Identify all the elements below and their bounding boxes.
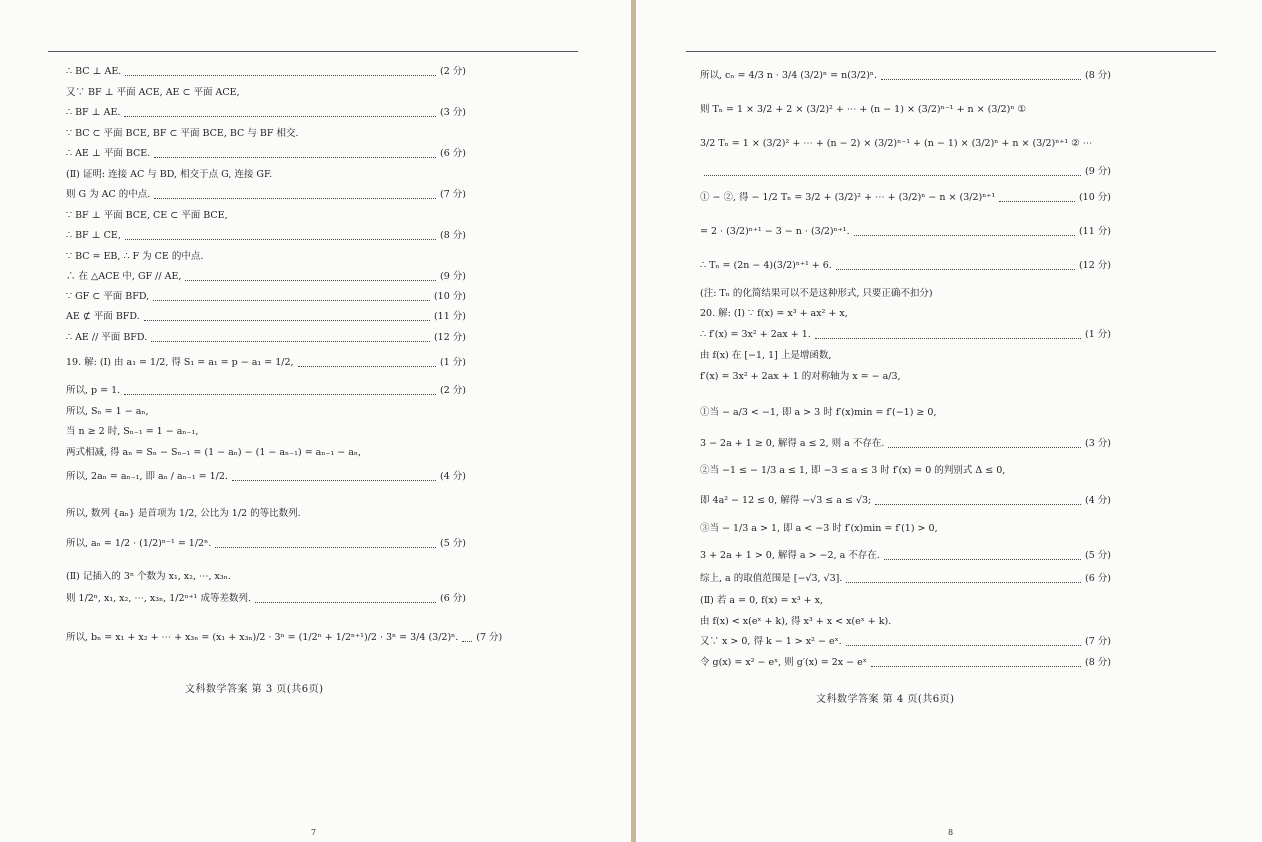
score-label: (5 分) [440,538,466,549]
line-text: ③当 − 1/3 a > 1, 即 a < −3 时 f′(x)min = f′(1) > 0, [700,523,938,534]
line-text: ∵ GF ⊂ 平面 BFD, [66,291,150,302]
score-label: (4 分) [440,471,466,482]
text-line [700,70,1111,82]
line-text: ②当 −1 ≤ − 1/3 a ≤ 1, 即 −3 ≤ a ≤ 3 时 f′(x) = 0 的判别式 Δ ≤ 0, [700,465,1006,476]
score-label: (7 分) [1085,636,1111,647]
line-text: 20. 解: (Ⅰ) ∵ f(x) = x³ + ax² + x, [700,308,848,319]
text-line [66,332,466,344]
dot-leader [846,576,1081,583]
line-text: 3 + 2a + 1 > 0, 解得 a > −2, a 不存在. [700,550,880,561]
line-text: ∴ 在 △ACE 中, GF // AE, [66,271,182,282]
line-text: 由 f(x) 在 [−1, 1] 上是增函数, [700,350,832,361]
line-text: 综上, a 的取值范围是 [−√3, √3]. [700,573,843,584]
line-text: 19. 解: (Ⅰ) 由 a₁ = 1/2, 得 S₁ = a₁ = p − a₁ = 1/2, [66,357,294,368]
line-text: 则 Tₙ = 1 × 3/2 + 2 × (3/2)² + ⋯ + (n − 1) × (3/2)ⁿ⁻¹ + n × (3/2)ⁿ ① [700,104,1027,115]
line-text: 3 − 2a + 1 ≥ 0, 解得 a ≤ 2, 则 a 不存在. [700,438,885,449]
dot-leader [154,192,436,199]
line-text: = 2 · (3/2)ⁿ⁺¹ − 3 − n · (3/2)ⁿ⁺¹. [700,226,850,237]
text-line [700,407,1111,419]
score-label: (8 分) [1085,657,1111,668]
dot-leader [255,596,436,603]
text-line [700,288,1111,300]
dot-leader [999,195,1075,202]
page-footer: 文科数学答案 第 4 页(共6页) [816,694,955,705]
line-text: 又∵ x > 0, 得 k − 1 > x² − eˣ. [700,636,842,647]
dot-leader [888,441,1081,448]
line-text: 所以, p = 1. [66,385,121,396]
dot-leader [124,110,436,117]
score-label: (7 分) [476,632,503,643]
line-text: f′(x) = 3x² + 2ax + 1 的对称轴为 x = − a/3, [700,371,901,382]
text-line [66,189,466,201]
text-line [66,66,466,78]
line-text: ∴ AE ⊥ 平面 BCE. [66,148,151,159]
header-rule [48,51,578,52]
dot-leader [871,660,1081,667]
header-rule [686,51,1216,52]
score-label: (1 分) [440,357,466,368]
line-text: (Ⅱ) 记插入的 3ⁿ 个数为 x₁, x₂, ⋯, x₃ₙ. [66,571,231,582]
score-label: (3 分) [440,107,466,118]
text-line [700,616,1111,628]
text-line [700,550,1111,562]
score-label: (6 分) [440,593,466,604]
text-line [66,271,466,283]
text-line [700,138,1111,150]
dot-leader [154,151,436,158]
dot-leader [815,332,1081,339]
line-text: 3/2 Tₙ = 1 × (3/2)² + ⋯ + (n − 2) × (3/2)ⁿ⁻¹ + (n − 1) × (3/2)ⁿ + n × (3/2)ⁿ⁺¹ ② ⋯ [700,138,1093,149]
score-label: (11 分) [433,311,466,322]
score-label: (1 分) [1085,329,1111,340]
dot-leader [125,69,436,76]
page-gutter [631,0,636,842]
dot-leader [836,263,1075,270]
text-line [700,104,1111,116]
text-line [66,426,466,438]
dot-leader [884,553,1081,560]
line-text: ∵ BF ⊥ 平面 BCE, CE ⊂ 平面 BCE, [66,210,228,221]
dot-leader [704,169,1081,176]
score-label: (8 分) [1085,70,1111,81]
score-label: (6 分) [1085,573,1111,584]
right-page [638,0,1262,842]
score-label: (5 分) [1085,550,1111,561]
line-text: ①当 − a/3 < −1, 即 a > 3 时 f′(x)min = f′(−1) ≥ 0, [700,407,937,418]
dot-leader [151,335,430,342]
text-line [66,508,466,520]
score-label: (9 分) [440,271,466,282]
text-line [700,371,1111,383]
score-label: (3 分) [1085,438,1111,449]
text-line [700,573,1111,585]
text-line [66,538,466,550]
text-line [700,495,1111,507]
text-line [66,210,466,222]
text-line [66,571,466,583]
line-text: ∴ f′(x) = 3x² + 2ax + 1. [700,329,811,340]
score-label: (10 分) [1078,192,1111,203]
dot-leader [462,635,472,642]
line-text: ① − ②, 得 − 1/2 Tₙ = 3/2 + (3/2)² + ⋯ + (3/2)ⁿ − n × (3/2)ⁿ⁺¹ [700,192,996,203]
text-line [700,438,1111,450]
dot-leader [125,233,436,240]
page-number: 8 [948,828,954,837]
line-text: 所以, bₙ = x₁ + x₂ + ⋯ + x₃ₙ = (x₁ + x₃ₙ)/2 · 3ⁿ = (1/2ⁿ + 1/2ⁿ⁺¹)/2 · 3ⁿ = 3/4 (3/2)ⁿ. [66,632,459,643]
score-label: (6 分) [440,148,466,159]
line-text: ∴ Tₙ = (2n − 4)(3/2)ⁿ⁺¹ + 6. [700,260,832,271]
line-text: 由 f(x) < x(eˣ + k), 得 x³ + x < x(eˣ + k). [700,616,892,627]
line-text: 两式相减, 得 aₙ = Sₙ − Sₙ₋₁ = (1 − aₙ) − (1 − aₙ₋₁) = aₙ₋₁ − aₙ, [66,447,362,458]
line-text: 即 4a² − 12 ≤ 0, 解得 −√3 ≤ a ≤ √3; [700,495,872,506]
text-line [66,107,466,119]
page-footer: 文科数学答案 第 3 页(共6页) [185,684,324,695]
line-text: 所以, cₙ = 4/3 n · 3/4 (3/2)ⁿ = n(3/2)ⁿ. [700,70,878,81]
line-text: 则 G 为 AC 的中点. [66,189,151,200]
text-line [66,87,466,99]
dot-leader [215,541,436,548]
line-text: 令 g(x) = x² − eˣ, 则 g′(x) = 2x − eˣ [700,657,867,668]
line-text: AE ⊄ 平面 BFD. [66,311,140,322]
dot-leader [881,73,1081,80]
text-line [700,329,1111,341]
text-line [66,169,466,181]
line-text: 所以, aₙ = 1/2 · (1/2)ⁿ⁻¹ = 1/2ⁿ. [66,538,212,549]
score-label: (11 分) [1078,226,1111,237]
score-label: (8 分) [440,230,466,241]
text-line [66,593,466,605]
line-text: (Ⅱ) 证明: 连接 AC 与 BD, 相交于点 G, 连接 GF. [66,169,273,180]
score-label: (2 分) [440,66,466,77]
text-line [66,311,466,323]
line-text: ∴ AE // 平面 BFD. [66,332,148,343]
line-text: ∵ BC ⊂ 平面 BCE, BF ⊂ 平面 BCE, BC 与 BF 相交. [66,128,299,139]
text-line [700,308,1111,320]
score-label: (12 分) [1078,260,1111,271]
score-label: (4 分) [1085,495,1111,506]
line-text: ∵ BC = EB, ∴ F 为 CE 的中点. [66,251,204,262]
text-line [66,632,503,644]
text-line [700,192,1111,204]
text-line [700,657,1111,669]
text-line [66,148,466,160]
line-text: (Ⅱ) 若 a = 0, f(x) = x³ + x, [700,595,823,606]
text-line [700,595,1111,607]
text-line [66,406,466,418]
text-line [700,166,1111,178]
dot-leader [144,314,430,321]
line-text: 则 1/2ⁿ, x₁, x₂, ⋯, x₃ₙ, 1/2ⁿ⁺¹ 成等差数列. [66,593,251,604]
score-label: (9 分) [1085,166,1111,177]
dot-leader [185,274,436,281]
line-text: ∴ BC ⊥ AE. [66,66,122,77]
line-text: ∴ BF ⊥ CE, [66,230,121,241]
dot-leader [124,388,436,395]
text-line [66,291,466,303]
line-text: 所以, 数列 {aₙ} 是首项为 1/2, 公比为 1/2 的等比数列. [66,508,301,519]
text-line [700,260,1111,272]
text-line [700,465,1111,477]
line-text: 所以, Sₙ = 1 − aₙ, [66,406,149,417]
dot-leader [846,639,1081,646]
text-line [66,128,466,140]
text-line [700,350,1111,362]
line-text: (注: Tₙ 的化简结果可以不是这种形式, 只要正确不扣分) [700,288,933,299]
text-line [66,230,466,242]
text-line [700,636,1111,648]
text-line [700,226,1111,238]
score-label: (12 分) [433,332,466,343]
text-line [66,357,466,369]
line-text: ∴ BF ⊥ AE. [66,107,121,118]
line-text: 所以, 2aₙ = aₙ₋₁, 即 aₙ / aₙ₋₁ = 1/2. [66,471,228,482]
page-number: 7 [311,828,317,837]
dot-leader [854,229,1075,236]
text-line [66,385,466,397]
score-label: (2 分) [440,385,466,396]
score-label: (7 分) [440,189,466,200]
line-text: 当 n ≥ 2 时, Sₙ₋₁ = 1 − aₙ₋₁, [66,426,199,437]
dot-leader [298,360,436,367]
text-line [700,523,1111,535]
score-label: (10 分) [433,291,466,302]
text-line [66,471,466,483]
dot-leader [232,474,436,481]
line-text: 又∵ BF ⊥ 平面 ACE, AE ⊂ 平面 ACE, [66,87,240,98]
dot-leader [875,498,1081,505]
dot-leader [153,294,430,301]
text-line [66,447,466,459]
text-line [66,251,466,263]
